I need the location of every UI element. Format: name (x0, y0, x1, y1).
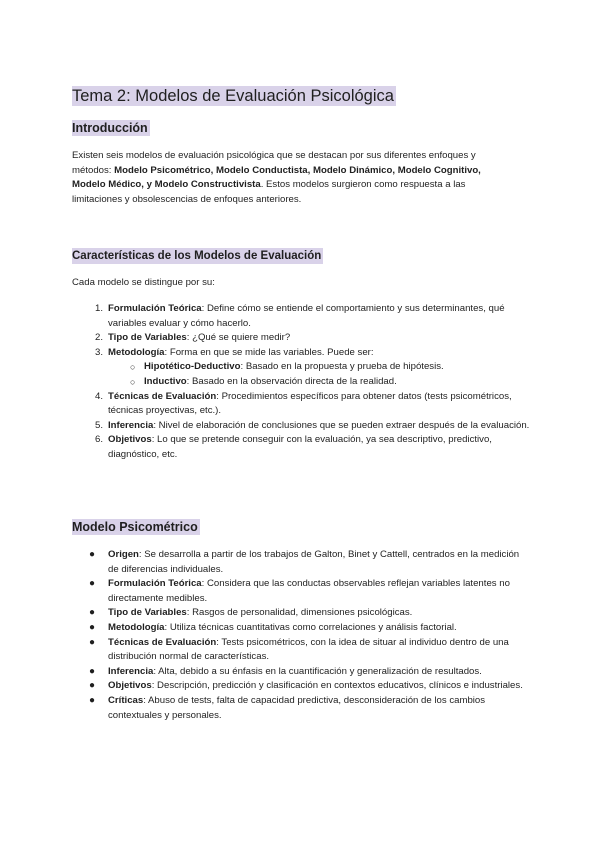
list-text: : Basado en la observación directa de la realidad. (186, 375, 397, 387)
list-term: Tipo de Variables (108, 607, 187, 619)
caracteristicas-lead: Cada modelo se distingue por su: (72, 277, 215, 288)
intro-models-list: Modelo Psicométrico, Modelo Conductista, Modelo Dinámico, Modelo Cognitivo, Modelo Médico, y Modelo Constructivista (72, 164, 481, 191)
bullet-icon: ● (89, 549, 96, 560)
sub-list-item (72, 375, 532, 390)
bullet-icon: ● (89, 665, 96, 677)
list-term: Inferencia (108, 665, 154, 677)
list-item (72, 433, 532, 462)
list-item (72, 302, 532, 331)
bullet-icon: ● (89, 694, 96, 706)
list-item (72, 390, 532, 419)
list-text: : Utiliza técnicas cuantitativas como correlaciones y análisis factorial. (164, 621, 457, 633)
list-text: : Forma en que se mide las variables. Puede ser: (164, 346, 374, 358)
list-term: Origen (108, 549, 139, 560)
caracteristicas-heading: Características de los Modelos de Evaluación (72, 250, 322, 262)
list-item (72, 679, 532, 694)
intro-paragraph (72, 149, 512, 207)
hollow-bullet-icon: ○ (130, 362, 136, 373)
list-text: : Descripción, predicción y clasificación en contextos educativos, clínicos e industriales. (151, 680, 523, 692)
list-item (72, 346, 532, 361)
list-text: : Alta, debido a su énfasis en la cuantificación y generalización de resultados. (153, 665, 482, 677)
list-text: : Tests psicométricos, con la idea de situar al individuo dentro de una distribución normal de características. (108, 636, 509, 663)
list-number: 6. (94, 434, 103, 446)
list-text: : ¿Qué se quiere medir? (186, 332, 291, 344)
list-term: Hipotético-Deductivo (144, 361, 241, 373)
list-term: Inferencia (108, 419, 154, 431)
intro-text-before: Existen seis modelos de evaluación psicológica que se destacan por sus diferentes enfoques y métodos: (72, 150, 476, 176)
list-number: 5. (94, 419, 103, 431)
intro-heading: Introducción (72, 121, 148, 135)
list-number: 1. (94, 303, 103, 314)
list-item (72, 665, 532, 680)
list-term: Técnicas de Evaluación (108, 390, 217, 402)
hollow-bullet-icon: ○ (130, 376, 136, 387)
list-item (72, 419, 532, 434)
bullet-icon: ● (89, 621, 96, 633)
list-number: 2. (94, 332, 103, 344)
list-term: Objetivos (108, 434, 152, 446)
sub-list-item (72, 360, 532, 375)
list-item (72, 331, 532, 346)
bullet-icon: ● (89, 636, 96, 648)
list-number: 4. (94, 390, 103, 402)
list-text: : Considera que las conductas observables reflejan variables latentes no directamente medibles. (108, 578, 510, 604)
psicometrico-heading: Modelo Psicométrico (72, 520, 198, 534)
list-term: Tipo de Variables (108, 332, 187, 344)
list-text: : Se desarrolla a partir de los trabajos de Galton, Binet y Cattell, centrados en la medición de diferencias individuales. (108, 549, 520, 575)
bullet-icon: ● (89, 607, 96, 619)
list-term: Inductivo (144, 375, 187, 387)
list-term: Metodología (108, 621, 165, 633)
list-text: : Procedimientos específicos para obtener datos (tests psicométricos, técnicas proyectivas, etc.). (108, 390, 512, 417)
list-item (72, 577, 532, 606)
list-term: Formulación Teórica (108, 303, 202, 314)
caracteristicas-list (72, 302, 532, 463)
bullet-icon: ● (89, 578, 96, 590)
list-item (72, 636, 532, 665)
list-item (72, 621, 532, 636)
list-text: : Abuso de tests, falta de capacidad predictiva, desconsideración de los cambios contextuales y personales. (108, 694, 486, 721)
psicometrico-list (72, 548, 532, 723)
list-item (72, 606, 532, 621)
list-term: Metodología (108, 346, 165, 358)
list-text: : Rasgos de personalidad, dimensiones psicológicas. (186, 607, 413, 619)
list-number: 3. (94, 346, 103, 358)
list-item (72, 694, 532, 723)
list-text: : Lo que se pretende conseguir con la evaluación, ya sea descriptivo, predictivo, diagnóstico, etc. (108, 434, 492, 460)
list-term: Objetivos (108, 680, 152, 692)
intro-text-after: . Estos modelos surgieron como respuesta a las limitaciones y obsolescencias de enfoques anteriores. (72, 179, 466, 205)
bullet-icon: ● (89, 680, 96, 692)
list-text: : Define cómo se entiende el comportamiento y sus determinantes, qué variables evaluar y cómo hacerlo. (108, 303, 505, 329)
list-item (72, 548, 532, 577)
page-title: Tema 2: Modelos de Evaluación Psicológica (72, 87, 394, 105)
list-term: Técnicas de Evaluación (108, 636, 217, 648)
list-term: Formulación Teórica (108, 578, 202, 590)
list-text: : Basado en la propuesta y prueba de hipótesis. (240, 361, 444, 373)
list-text: : Nivel de elaboración de conclusiones que se pueden extraer después de la evaluación. (153, 419, 530, 431)
list-term: Críticas (108, 694, 144, 706)
